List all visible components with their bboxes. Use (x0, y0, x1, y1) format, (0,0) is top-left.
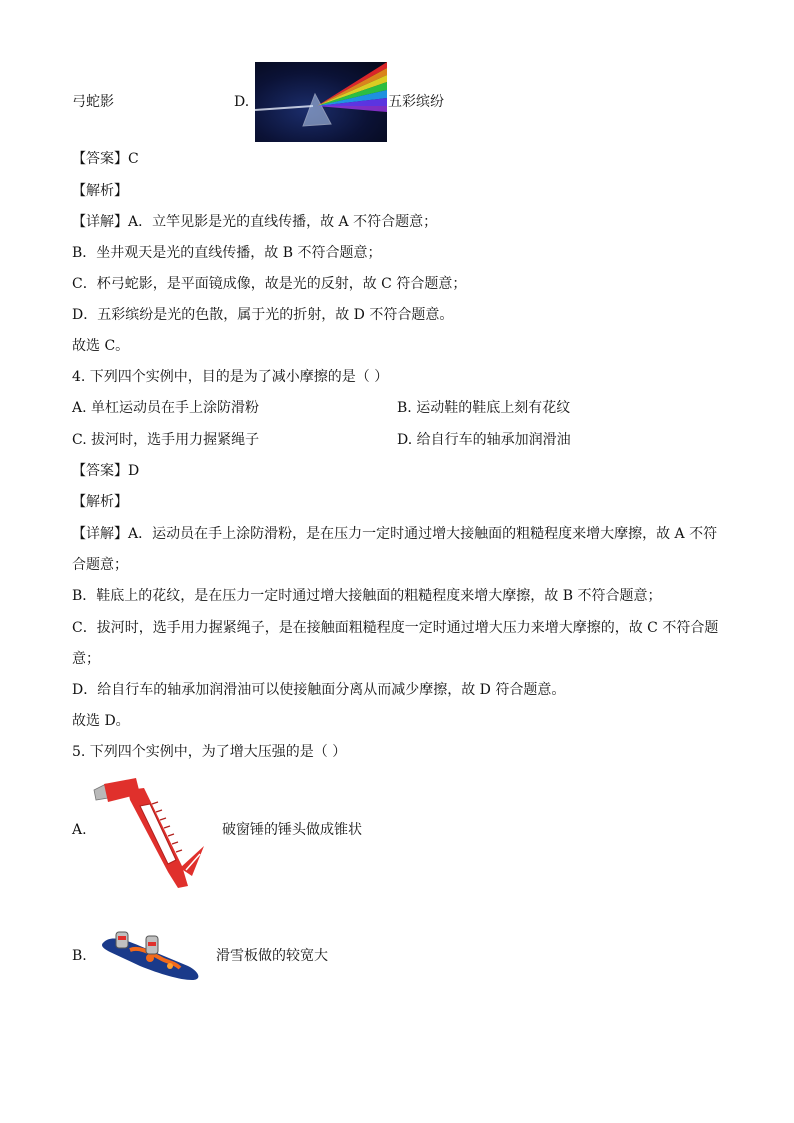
answer-value: C (128, 151, 139, 167)
q4-detail-line: B．鞋底上的花纹，是在压力一定时通过增大接触面的粗糙程度来增大摩擦，故 B 不符合题意； (72, 588, 662, 604)
prism-rainbow-image (255, 62, 387, 142)
q3-option-c-tail: 弓蛇影 (72, 94, 114, 110)
hammer-icon (92, 776, 212, 894)
q4-conclusion: 故选 D。 (72, 713, 130, 729)
q4-analysis-label: 【解析】 (72, 494, 128, 510)
q4-detail-line: 意； (72, 651, 100, 667)
q4-option-b: B. 运动鞋的鞋底上刻有花纹 (397, 400, 571, 416)
q4-option-c: C. 拔河时，选手用力握紧绳子 (72, 432, 260, 448)
q4-stem: 4. 下列四个实例中，目的是为了减小摩擦的是（ ） (72, 369, 389, 385)
q4-option-a: A. 单杠运动员在手上涂防滑粉 (72, 400, 260, 416)
q3-answer (72, 149, 139, 169)
safety-hammer-image (92, 776, 212, 894)
q3-detail-line: 【详解】A．立竿见影是光的直线传播，故 A 不符合题意； (72, 214, 438, 230)
answer-label: 【答案】 (72, 151, 128, 167)
q5-option-a-label: A. (72, 822, 87, 838)
q5-option-b-label: B. (72, 948, 87, 964)
q4-detail-line: D．给自行车的轴承加润滑油可以使接触面分离从而减少摩擦，故 D 符合题意。 (72, 682, 566, 698)
q3-conclusion: 故选 C。 (72, 338, 130, 354)
q3-option-d-text: 五彩缤纷 (388, 94, 444, 110)
q5-option-b-text: 滑雪板做的较宽大 (216, 948, 328, 964)
q4-detail-line: 合题意； (72, 557, 128, 573)
q5-stem: 5. 下列四个实例中，为了增大压强的是（ ） (72, 744, 347, 760)
q4-detail-line: C．拔河时，选手用力握紧绳子，是在接触面粗糙程度一定时通过增大压力来增大摩擦的，故 C 不符合题 (72, 620, 719, 636)
answer-value: D (128, 463, 140, 479)
q3-analysis-label: 【解析】 (72, 183, 128, 199)
prism-icon (255, 62, 387, 142)
q3-detail-line: B．坐井观天是光的直线传播，故 B 不符合题意； (72, 245, 382, 261)
q3-detail-line: D．五彩缤纷是光的色散，属于光的折射，故 D 不符合题意。 (72, 307, 454, 323)
q4-detail-line: 【详解】A．运动员在手上涂防滑粉，是在压力一定时通过增大接触面的粗糙程度来增大摩擦，故 A 不符 (72, 526, 718, 542)
q5-option-a-text: 破窗锤的锤头做成锥状 (222, 822, 362, 838)
snowboard-image (100, 928, 204, 984)
q4-option-d: D. 给自行车的轴承加润滑油 (397, 432, 571, 448)
q3-option-d-label: D. (234, 94, 250, 110)
snowboard-icon (100, 928, 204, 984)
q4-answer (72, 461, 139, 481)
answer-label: 【答案】 (72, 463, 128, 479)
q3-detail-line: C．杯弓蛇影，是平面镜成像，故是光的反射，故 C 符合题意； (72, 276, 467, 292)
